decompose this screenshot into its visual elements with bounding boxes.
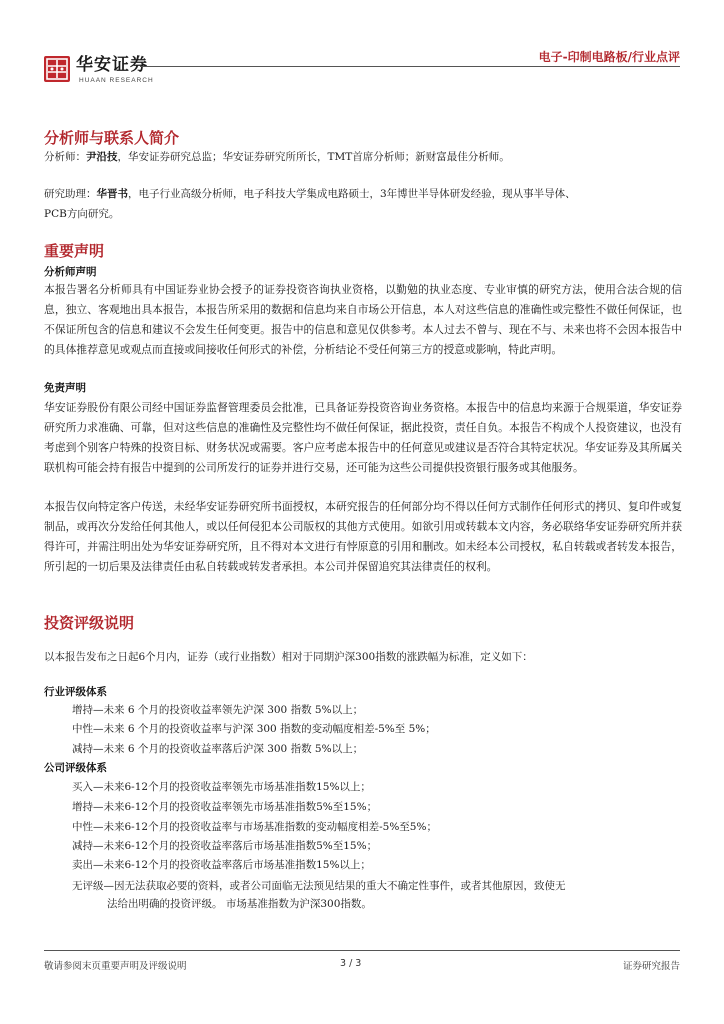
- brand-name: 华安证券: [76, 55, 148, 75]
- analyst-statement-title: 分析师声明: [44, 266, 97, 278]
- footer-report-type: 证券研究报告: [622, 961, 680, 972]
- page-number: 3 / 3: [340, 958, 362, 969]
- analyst-line: [44, 149, 510, 165]
- analyst-desc: ，华安证券研究总监；华安证券研究所所长，TMT首席分析师；新财富最佳分析师。: [117, 151, 510, 163]
- company-rating-item: 减持—未来6-12个月的投资收益率落后市场基准指数5%至15%；: [72, 840, 378, 852]
- brand-name-en: HUAAN RESEARCH: [79, 77, 154, 84]
- analyst-prefix: 分析师：: [44, 151, 86, 163]
- company-rating-item: 卖出—未来6-12个月的投资收益率落后市场基准指数15%以上；: [72, 859, 371, 871]
- analyst-name: 尹沿技: [86, 151, 118, 163]
- rating-section-title: 投资评级说明: [44, 614, 135, 632]
- header-divider: [140, 66, 680, 67]
- disclaimer-title: 免责声明: [44, 382, 86, 394]
- footer-divider: [44, 950, 680, 951]
- disclaimer-paragraph-2: 本报告仅向特定客户传送，未经华安证券研究所书面授权，本研究报告的任何部分均不得以任何方式制作任何形式的拷贝、复印件或复制品，或再次分发给任何其他人，或以任何侵犯本公司版权的其他方式使用。如欲引用或转载本文内容，务必联络华安证券研究所并获得许可，并需注明出处为华安证券研究所，且不得对本文进行有悖原意的引用和删改。如未经本公司授权，私自转载或者转发本报告，所引起的一切后果及法律责任由私自转载或转发者承担。本公司并保留追究其法律责任的权利。: [44, 500, 682, 573]
- no-rating-line-1: 无评级—因无法获取必要的资料，或者公司面临无法预见结果的重大不确定性事件，或者其他原因，致使无: [72, 880, 566, 892]
- no-rating-line-2: 法给出明确的投资评级。 市场基准指数为沪深300指数。: [107, 898, 372, 910]
- footer-note: 敬请参阅末页重要声明及评级说明: [44, 961, 187, 972]
- analyst-statement-text: 本报告署名分析师具有中国证券业协会授予的证券投资咨询执业资格，以勤勉的执业态度、专业审慎的研究方法，使用合法合规的信息，独立、客观地出具本报告，本报告所采用的数据和信息均来自市场公开信息，本人对这些信息的准确性或完整性不做任何保证，也不保证所包含的信息和建议不会发生任何变更。报告中的信息和意见仅供参考。本人过去不曾与、现在不与、未来也将不会因本报告中的具体推荐意见或观点而直接或间接收任何形式的补偿，分析结论不受任何第三方的授意或影响，特此声明。: [44, 283, 682, 356]
- company-rating-item: 增持—未来6-12个月的投资收益率领先市场基准指数5%至15%；: [72, 801, 378, 813]
- industry-rating-item: 中性—未来 6 个月的投资收益率与沪深 300 指数的变动幅度相差-5%至 5%；: [72, 723, 436, 735]
- company-rating-title: 公司评级体系: [44, 762, 107, 774]
- assistant-prefix: 研究助理：: [44, 188, 97, 200]
- assistant-line: [44, 186, 576, 202]
- company-rating-item: 买入—未来6-12个月的投资收益率领先市场基准指数15%以上；: [72, 781, 371, 793]
- industry-rating-title: 行业评级体系: [44, 686, 107, 698]
- disclaimer-paragraph-1: 华安证券股份有限公司经中国证券监督管理委员会批准，已具备证券投资咨询业务资格。本报告中的信息均来源于合规渠道，华安证券研究所力求准确、可靠，但对这些信息的准确性及完整性均不做任何保证，据此投资，责任自负。本报告不构成个人投资建议，也没有考虑到个别客户特殊的投资目标、财务状况或需要。客户应考虑本报告中的任何意见或建议是否符合其特定状况。华安证券及其所属关联机构可能会持有报告中提到的公司所发行的证券并进行交易，还可能为这些公司提供投资银行服务或其他服务。: [44, 401, 682, 474]
- huaan-logo-icon: [44, 56, 70, 82]
- assistant-desc-1: ，电子行业高级分析师，电子科技大学集成电路硕士，3年博世半导体研发经验，现从事半导体、: [128, 188, 576, 200]
- industry-rating-item: 增持—未来 6 个月的投资收益率领先沪深 300 指数 5%以上；: [72, 704, 364, 716]
- report-category: 电子-印制电路板/行业点评: [538, 50, 680, 64]
- industry-rating-item: 减持—未来 6 个月的投资收益率落后沪深 300 指数 5%以上；: [72, 743, 364, 755]
- analyst-section-title: 分析师与联系人简介: [44, 129, 180, 147]
- disclaimer-section-title: 重要声明: [44, 242, 105, 260]
- assistant-desc-2: PCB方向研究。: [44, 208, 120, 220]
- rating-intro: 以本报告发布之日起6个月内，证券（或行业指数）相对于同期沪深300指数的涨跌幅为标准，定义如下：: [44, 651, 533, 663]
- assistant-name: 华晋书: [96, 188, 128, 200]
- company-rating-item: 中性—未来6-12个月的投资收益率与市场基准指数的变动幅度相差-5%至5%；: [72, 821, 437, 833]
